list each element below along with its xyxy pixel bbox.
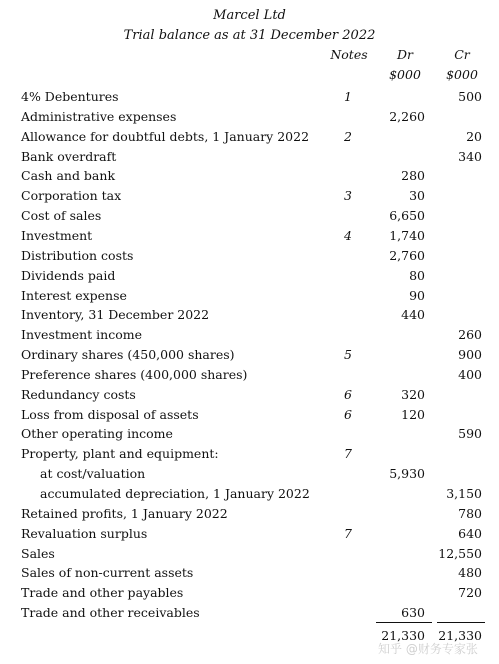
table-row [0,305,499,325]
credit-value: 500 [458,89,482,104]
table-row [0,246,499,266]
account-label: Retained profits, 1 January 2022 [21,505,228,521]
debit-value: 440 [401,307,425,323]
account-label: Sales [21,545,55,561]
account-label: Inventory, 31 December 2022 [21,307,210,323]
credit-value: 640 [458,525,482,541]
account-label: Administrative expenses [21,108,177,124]
note-ref: 1 [344,89,352,104]
account-label: accumulated depreciation, 1 January 2022 [40,486,310,501]
table-row [0,186,499,206]
credit-value: 590 [458,426,482,442]
table-row [0,544,499,564]
table-row [0,266,499,286]
account-label: Corporation tax [21,188,122,204]
total-rule-dr [376,622,432,623]
note-ref: 2 [344,128,352,144]
debit-value: 30 [409,188,425,204]
table-row [0,87,499,107]
account-label: Property, plant and equipment: [21,446,219,462]
credit-value: 480 [458,565,482,581]
account-label: Distribution costs [21,247,134,263]
table-row [0,206,499,226]
table-row [0,147,499,167]
debit-value: 2,260 [389,108,425,124]
table-row [0,226,499,246]
table-row [0,563,499,583]
debit-value: 6,650 [389,208,425,224]
debit-value: 80 [409,267,425,283]
table-row [0,405,499,425]
account-label: Ordinary shares (450,000 shares) [21,347,235,363]
note-ref: 7 [344,525,352,541]
table-row [0,424,499,444]
note-ref: 7 [344,446,352,462]
credit-value: 3,150 [446,486,482,501]
table-row [0,127,499,147]
col-header-cr: Cr [454,47,470,62]
account-label: Investment [21,227,93,243]
table-row [0,444,499,464]
table-row [0,345,499,365]
debit-value: 1,740 [389,227,425,243]
table-row [0,286,499,306]
credit-value: 780 [458,505,482,521]
account-label: 4% Debentures [21,89,119,104]
account-label: Bank overdraft [21,148,117,164]
watermark: 知乎 @财务专家张 [378,642,478,656]
account-label: Preference shares (400,000 shares) [21,366,248,382]
account-label: Allowance for doubtful debts, 1 January 2022 [21,128,310,144]
debit-value: 280 [401,168,425,184]
total-dr: 21,330 [381,628,425,643]
table-row [0,464,499,484]
debit-value: 630 [401,605,425,621]
total-rule-cr [437,622,485,623]
debit-value: 2,760 [389,247,425,263]
table-row [0,484,499,504]
report-subtitle: Trial balance as at 31 December 2022 [123,28,376,43]
account-label: Trade and other payables [21,585,184,601]
account-label: Investment income [21,327,143,343]
credit-value: 400 [458,366,482,382]
note-ref: 4 [344,227,352,243]
credit-value: 12,550 [438,545,482,561]
table-row [0,583,499,603]
account-label: Sales of non-current assets [21,565,194,581]
col-header-notes: Notes [330,47,368,62]
unit-dr: $000 [389,67,421,82]
account-label: Revaluation surplus [21,525,148,541]
account-label: Trade and other receivables [21,605,200,621]
credit-value: 20 [466,128,482,144]
note-ref: 6 [344,386,352,402]
total-cr: 21,330 [438,628,482,643]
debit-value: 5,930 [389,466,425,482]
unit-cr: $000 [446,67,478,82]
company-name: Marcel Ltd [213,8,286,23]
account-label: Loss from disposal of assets [21,406,199,422]
table-row [0,385,499,405]
account-label: Other operating income [21,426,173,442]
table-row [0,524,499,544]
debit-value: 120 [401,406,425,422]
account-label: Redundancy costs [21,386,136,402]
credit-value: 260 [458,327,482,343]
account-label: Cost of sales [21,208,102,224]
credit-value: 900 [458,347,482,363]
account-label: at cost/valuation [40,466,146,482]
account-label: Cash and bank [21,168,116,184]
account-label: Interest expense [21,287,127,303]
table-row [0,365,499,385]
col-header-dr: Dr [397,47,413,62]
table-row [0,603,499,623]
credit-value: 720 [458,585,482,601]
debit-value: 90 [409,287,425,303]
table-row [0,325,499,345]
note-ref: 3 [344,188,352,204]
note-ref: 5 [344,347,352,363]
table-row [0,504,499,524]
credit-value: 340 [458,148,482,164]
table-row [0,166,499,186]
debit-value: 320 [401,386,425,402]
account-label: Dividends paid [21,267,116,283]
note-ref: 6 [344,406,352,422]
table-row [0,107,499,127]
